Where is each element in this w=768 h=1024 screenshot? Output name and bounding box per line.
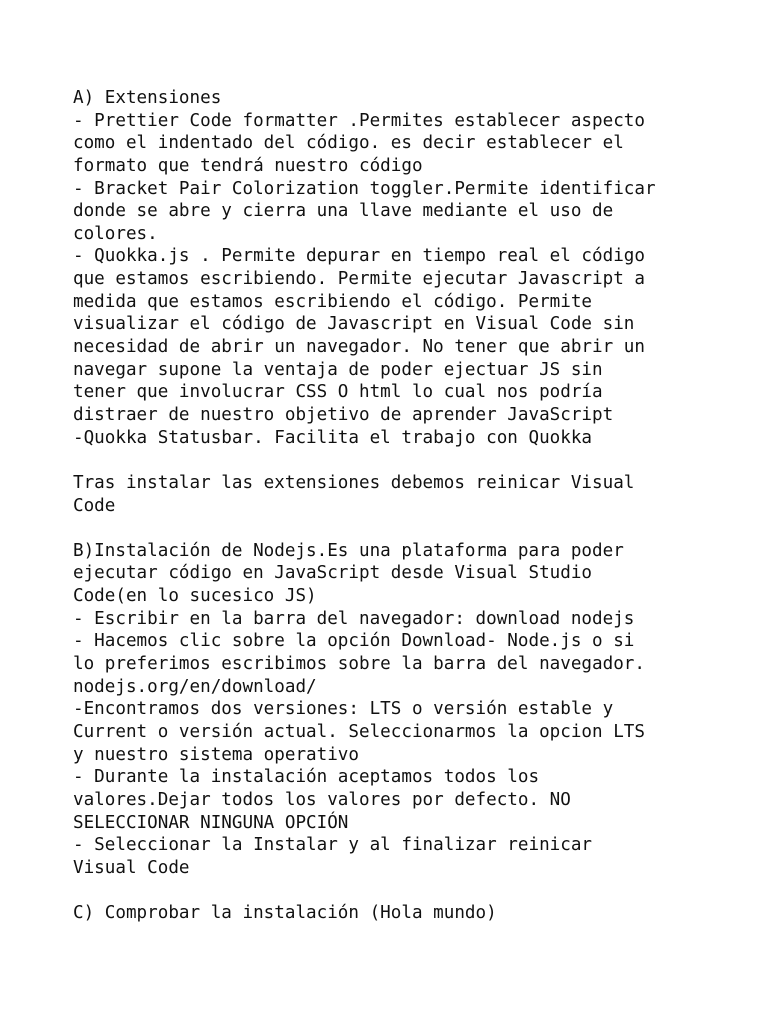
text-line: formato que tendrá nuestro código: [73, 155, 423, 176]
text-line: tener que involucrar CSS O html lo cual nos podría: [73, 382, 603, 403]
text-line: visualizar el código de Javascript en Visual Code sin: [73, 314, 635, 335]
text-line: que estamos escribiendo. Permite ejecutar Javascript a: [73, 269, 645, 290]
text-line: necesidad de abrir un navegador. No tener que abrir un: [73, 337, 645, 358]
text-line: - Prettier Code formatter .Permites establecer aspecto: [73, 110, 645, 131]
text-line: - Durante la instalación aceptamos todos los: [73, 767, 540, 788]
blank-line: [73, 449, 753, 472]
text-line: -Quokka Statusbar. Facilita el trabajo con Quokka: [73, 427, 593, 448]
text-line: - Hacemos clic sobre la opción Download- Node.js o si: [73, 631, 635, 652]
text-line: colores.: [73, 223, 158, 244]
text-line: Current o versión actual. Seleccionarmos la opcion LTS: [73, 721, 645, 742]
text-line: Code(en lo sucesico JS): [73, 586, 317, 607]
text-line: - Quokka.js . Permite depurar en tiempo real el código: [73, 246, 645, 267]
text-line: Visual Code: [73, 857, 190, 878]
text-line: valores.Dejar todos los valores por defecto. NO: [73, 789, 571, 810]
section-c-heading: C) Comprobar la instalación (Hola mundo): [73, 903, 497, 924]
text-line: lo preferimos escribimos sobre la barra del navegador.: [73, 654, 645, 675]
document-body: [73, 87, 753, 925]
text-line: como el indentado del código. es decir establecer el: [73, 133, 624, 154]
text-line: Tras instalar las extensiones debemos reinicar Visual: [73, 472, 635, 493]
text-line: - Escribir en la barra del navegador: download nodejs: [73, 608, 635, 629]
text-line: - Seleccionar la Instalar y al finalizar reinicar: [73, 835, 593, 856]
text-line: ejecutar código en JavaScript desde Visual Studio: [73, 563, 593, 584]
blank-line: [73, 879, 753, 902]
text-line: navegar supone la ventaja de poder ejectuar JS sin: [73, 359, 603, 380]
text-line: y nuestro sistema operativo: [73, 744, 359, 765]
blank-line: [73, 517, 753, 540]
text-line: distraer de nuestro objetivo de aprender JavaScript: [73, 404, 614, 425]
text-line: medida que estamos escribiendo el código. Permite: [73, 291, 593, 312]
section-b-heading: B)Instalación de Nodejs.Es una plataforma para poder: [73, 540, 624, 561]
section-a-heading: A) Extensiones: [73, 88, 222, 108]
text-line: -Encontramos dos versiones: LTS o versión estable y: [73, 699, 614, 720]
text-line: - Bracket Pair Colorization toggler.Permite identificar: [73, 178, 656, 199]
text-line: SELECCIONAR NINGUNA OPCIÓN: [73, 812, 349, 833]
text-line: donde se abre y cierra una llave mediante el uso de: [73, 201, 614, 222]
text-line: Code: [73, 495, 116, 516]
text-line: nodejs.org/en/download/: [73, 676, 317, 697]
